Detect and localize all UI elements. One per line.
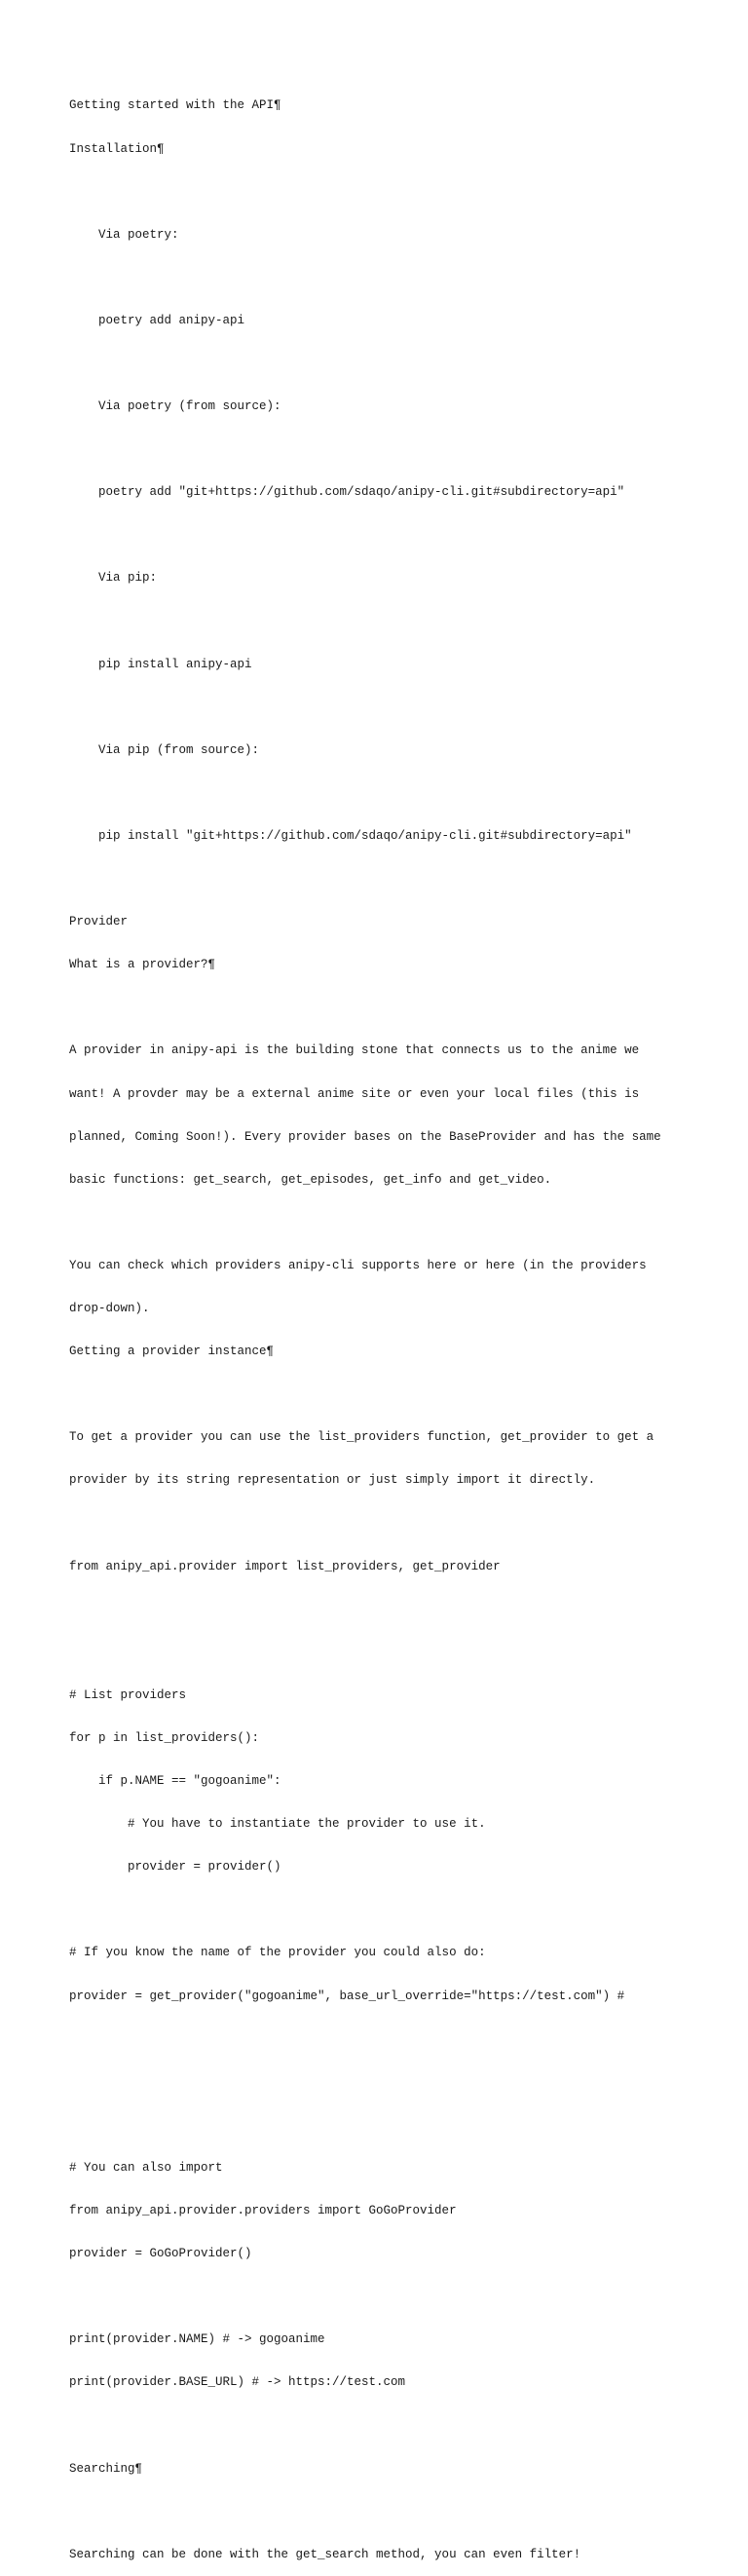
document-page: [69, 70, 731, 2576]
paragraph-line: want! A provder may be a external anime site or even your local files (this is: [69, 1086, 640, 1101]
install-item: pip install "git+https://github.com/sdaqo/anipy-cli.git#subdirectory=api": [69, 829, 632, 843]
install-item: Via pip:: [69, 571, 158, 586]
code-line: from anipy_api.provider.providers import GoGoProvider: [69, 2204, 457, 2217]
code-line: # You can also import: [69, 2160, 223, 2175]
paragraph-line: drop-down).: [69, 1302, 150, 1316]
code-line: provider = get_provider("gogoanime", base_url_override="https://test.com") #: [69, 1989, 625, 2003]
code-line: print(provider.NAME) # -> gogoanime: [69, 2332, 325, 2347]
paragraph-line: You can check which providers anipy-cli supports here or here (in the providers: [69, 1258, 647, 1272]
searching-paragraph: Searching can be done with the get_search method, you can even filter!: [69, 2547, 581, 2561]
paragraph-line: provider by its string representation or just simply import it directly.: [69, 1473, 596, 1488]
provider-subheading: What is a provider?¶: [69, 958, 216, 972]
install-item: pip install anipy-api: [69, 657, 252, 671]
code-line: # You have to instantiate the provider to use it.: [69, 1817, 486, 1832]
paragraph-line: basic functions: get_search, get_episodes, get_info and get_video.: [69, 1172, 552, 1187]
code-line: print(provider.BASE_URL) # -> https://test.com: [69, 2375, 406, 2390]
install-item: poetry add "git+https://github.com/sdaqo/anipy-cli.git#subdirectory=api": [69, 485, 625, 500]
paragraph-line: A provider in anipy-api is the building stone that connects us to the anime we: [69, 1043, 640, 1058]
instance-heading: Getting a provider instance¶: [69, 1345, 275, 1359]
paragraph-line: planned, Coming Soon!). Every provider bases on the BaseProvider and has the same: [69, 1129, 661, 1144]
code-line: from anipy_api.provider import list_providers, get_provider: [69, 1559, 501, 1573]
install-item: Via pip (from source):: [69, 742, 260, 757]
install-item: Via poetry:: [69, 227, 179, 242]
code-line: for p in list_providers():: [69, 1730, 260, 1745]
install-item: poetry add anipy-api: [69, 313, 245, 327]
code-line: # List providers: [69, 1687, 187, 1702]
code-line: provider = provider(): [69, 1860, 281, 1875]
install-item: Via poetry (from source):: [69, 399, 281, 414]
doc-title: Getting started with the API¶: [69, 98, 281, 113]
paragraph-line: To get a provider you can use the list_providers function, get_provider to get a: [69, 1430, 654, 1445]
searching-heading: Searching¶: [69, 2461, 143, 2476]
code-line: if p.NAME == "gogoanime":: [69, 1774, 281, 1789]
installation-heading: Installation¶: [69, 141, 165, 156]
code-line: provider = GoGoProvider(): [69, 2247, 252, 2261]
code-line: # If you know the name of the provider you could also do:: [69, 1946, 486, 1960]
provider-heading: Provider: [69, 915, 129, 929]
